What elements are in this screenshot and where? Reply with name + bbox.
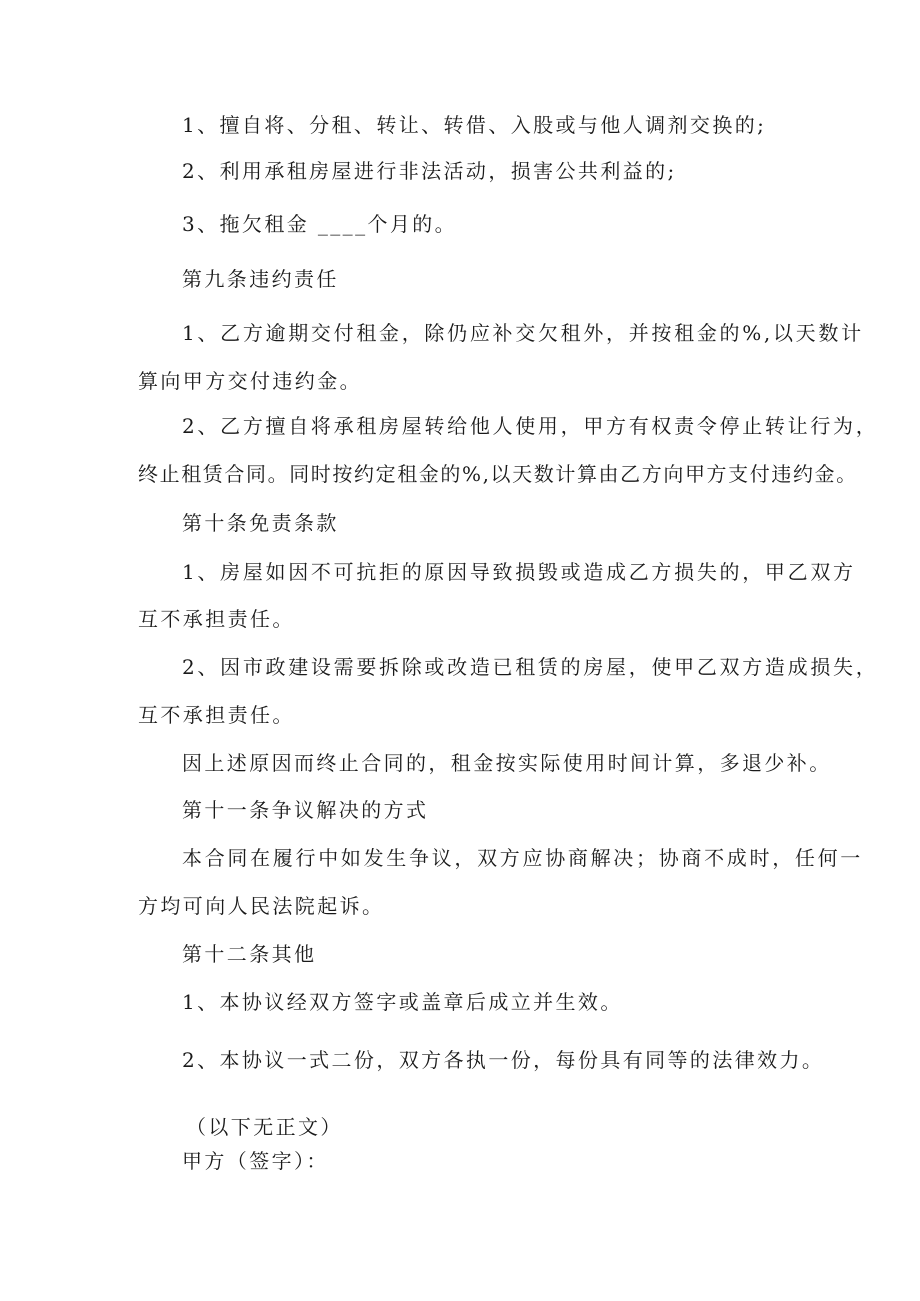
article-12-item-1: 1、本协议经双方签字或盖章后成立并生效。 [182, 990, 623, 1014]
article-11-heading: 第十一条争议解决的方式 [182, 798, 429, 822]
article-9-paragraph-2-line-1: 2、乙方擅自将承租房屋转给他人使用，甲方有权责令停止转让行为， [182, 414, 879, 438]
clause-item-2: 2、利用承租房屋进行非法活动，损害公共利益的; [182, 159, 677, 183]
clause-item-1: 1、擅自将、分租、转让、转借、入股或与他人调剂交换的; [182, 113, 767, 137]
article-9-paragraph-1-line-2: 算向甲方交付违约金。 [138, 369, 362, 393]
article-10-paragraph-1-line-2: 互不承担责任。 [138, 607, 295, 631]
article-10-paragraph-3: 因上述原因而终止合同的，租金按实际使用时间计算，多退少补。 [182, 751, 832, 775]
article-10-paragraph-2-line-2: 互不承担责任。 [138, 703, 295, 727]
clause-item-3: 3、拖欠租金 ____个月的。 [182, 212, 458, 236]
article-11-paragraph-line-2: 方均可向人民法院起诉。 [138, 894, 385, 918]
party-a-signature-label: 甲方（签字）： [182, 1149, 329, 1173]
article-9-paragraph-1-line-1: 1、乙方逾期交付租金，除仍应补交欠租外，并按租金的%,以天数计 [182, 321, 864, 345]
article-10-heading: 第十条免责条款 [182, 511, 339, 535]
article-10-paragraph-1-line-1: 1、房屋如因不可抗拒的原因导致损毁或造成乙方损失的，甲乙双方 [182, 560, 856, 584]
article-12-item-2: 2、本协议一式二份，双方各执一份，每份具有同等的法律效力。 [182, 1048, 825, 1072]
article-10-paragraph-2-line-1: 2、因市政建设需要拆除或改造已租赁的房屋，使甲乙双方造成损失， [182, 655, 879, 679]
end-of-text-note: （以下无正文） [186, 1115, 343, 1139]
article-12-heading: 第十二条其他 [182, 942, 317, 966]
article-9-paragraph-2-line-2: 终止租赁合同。同时按约定租金的%,以天数计算由乙方向甲方支付违约金。 [138, 462, 858, 486]
article-9-heading: 第九条违约责任 [182, 267, 339, 291]
article-11-paragraph-line-1: 本合同在履行中如发生争议，双方应协商解决；协商不成时，任何一 [182, 846, 863, 870]
